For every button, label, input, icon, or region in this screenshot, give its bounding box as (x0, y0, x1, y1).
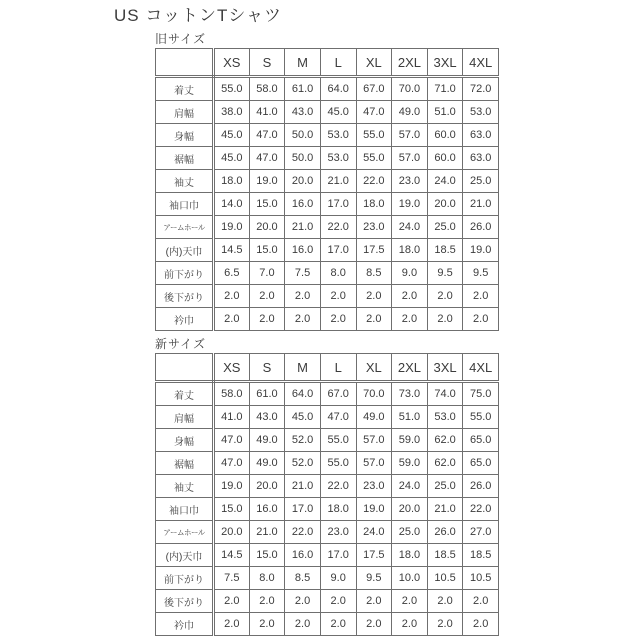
measurement-value-cell: 17.0 (320, 239, 356, 262)
new-size-section (155, 337, 499, 636)
measurement-value-cell: 22.0 (463, 498, 499, 521)
measurement-value-cell: 2.0 (463, 613, 499, 636)
measurement-value-cell: 10.5 (427, 567, 463, 590)
measurement-value-cell: 9.0 (320, 567, 356, 590)
measurement-value-cell: 19.0 (214, 216, 250, 239)
measurement-value-cell: 2.0 (320, 590, 356, 613)
measurement-value-cell: 49.0 (392, 101, 428, 124)
measurement-value-cell: 23.0 (320, 521, 356, 544)
measurement-label: アームホール (156, 521, 214, 544)
new-size-label: 新サイズ (155, 337, 207, 351)
measurement-value-cell: 21.0 (427, 498, 463, 521)
measurement-label: 後下がり (156, 590, 214, 613)
measurement-value-cell: 2.0 (320, 308, 356, 331)
size-chart-page (0, 5, 640, 636)
size-column-header: 4XL (463, 354, 499, 382)
measurement-value-cell: 2.0 (285, 308, 321, 331)
measurement-value-cell: 25.0 (392, 521, 428, 544)
measurement-value-cell: 59.0 (392, 429, 428, 452)
measurement-value-cell: 63.0 (463, 147, 499, 170)
measurement-value-cell: 21.0 (320, 170, 356, 193)
table-row (156, 216, 499, 239)
header-row (156, 354, 499, 382)
measurement-value-cell: 2.0 (463, 590, 499, 613)
measurement-value-cell: 61.0 (249, 382, 285, 406)
measurement-value-cell: 20.0 (285, 170, 321, 193)
measurement-value-cell: 60.0 (427, 147, 463, 170)
measurement-value-cell: 2.0 (463, 285, 499, 308)
measurement-value-cell: 15.0 (249, 239, 285, 262)
measurement-value-cell: 2.0 (356, 613, 392, 636)
measurement-value-cell: 58.0 (214, 382, 250, 406)
measurement-label: (内)天巾 (156, 544, 214, 567)
measurement-value-cell: 18.0 (392, 239, 428, 262)
measurement-value-cell: 18.0 (356, 193, 392, 216)
measurement-value-cell: 9.5 (427, 262, 463, 285)
table-row (156, 262, 499, 285)
measurement-value-cell: 55.0 (320, 429, 356, 452)
table-row (156, 429, 499, 452)
measurement-value-cell: 2.0 (214, 613, 250, 636)
measurement-value-cell: 2.0 (427, 285, 463, 308)
measurement-label: 衿巾 (156, 308, 214, 331)
measurement-label: 衿巾 (156, 613, 214, 636)
measurement-value-cell: 2.0 (249, 308, 285, 331)
measurement-value-cell: 18.0 (392, 544, 428, 567)
measurement-value-cell: 17.5 (356, 239, 392, 262)
measurement-label: 肩幅 (156, 406, 214, 429)
measurement-value-cell: 6.5 (214, 262, 250, 285)
measurement-value-cell: 72.0 (463, 77, 499, 101)
table-row (156, 77, 499, 101)
measurement-value-cell: 22.0 (356, 170, 392, 193)
measurement-value-cell: 2.0 (249, 285, 285, 308)
measurement-label: 後下がり (156, 285, 214, 308)
measurement-value-cell: 24.0 (356, 521, 392, 544)
measurement-value-cell: 45.0 (285, 406, 321, 429)
measurement-value-cell: 73.0 (392, 382, 428, 406)
measurement-value-cell: 2.0 (427, 613, 463, 636)
measurement-value-cell: 24.0 (392, 216, 428, 239)
measurement-value-cell: 47.0 (214, 429, 250, 452)
measurement-value-cell: 16.0 (285, 239, 321, 262)
measurement-value-cell: 23.0 (356, 475, 392, 498)
measurement-value-cell: 19.0 (214, 475, 250, 498)
old-size-table (155, 48, 499, 331)
measurement-value-cell: 16.0 (249, 498, 285, 521)
measurement-value-cell: 7.5 (285, 262, 321, 285)
size-column-header: 4XL (463, 49, 499, 77)
old-size-section (155, 32, 499, 331)
measurement-value-cell: 55.0 (356, 147, 392, 170)
table-row (156, 147, 499, 170)
measurement-value-cell: 61.0 (285, 77, 321, 101)
measurement-value-cell: 52.0 (285, 429, 321, 452)
header-row (156, 49, 499, 77)
measurement-value-cell: 9.5 (463, 262, 499, 285)
table-row (156, 193, 499, 216)
measurement-value-cell: 2.0 (356, 590, 392, 613)
size-column-header: XS (214, 354, 250, 382)
measurement-value-cell: 43.0 (285, 101, 321, 124)
measurement-value-cell: 20.0 (249, 216, 285, 239)
measurement-value-cell: 2.0 (392, 285, 428, 308)
measurement-label: 着丈 (156, 77, 214, 101)
measurement-value-cell: 41.0 (214, 406, 250, 429)
table-row (156, 475, 499, 498)
size-column-header: 3XL (427, 49, 463, 77)
measurement-value-cell: 47.0 (249, 147, 285, 170)
size-column-header: 2XL (392, 354, 428, 382)
measurement-value-cell: 19.0 (356, 498, 392, 521)
measurement-value-cell: 75.0 (463, 382, 499, 406)
measurement-value-cell: 17.0 (320, 544, 356, 567)
measurement-value-cell: 49.0 (249, 429, 285, 452)
measurement-value-cell: 16.0 (285, 193, 321, 216)
table-row (156, 544, 499, 567)
size-column-header: 3XL (427, 354, 463, 382)
measurement-value-cell: 70.0 (356, 382, 392, 406)
measurement-value-cell: 9.5 (356, 567, 392, 590)
measurement-value-cell: 2.0 (214, 308, 250, 331)
measurement-value-cell: 8.5 (285, 567, 321, 590)
measurement-value-cell: 14.0 (214, 193, 250, 216)
measurement-value-cell: 51.0 (392, 406, 428, 429)
new-size-table-body (156, 382, 499, 636)
measurement-value-cell: 23.0 (392, 170, 428, 193)
measurement-value-cell: 20.0 (249, 475, 285, 498)
measurement-value-cell: 45.0 (214, 147, 250, 170)
measurement-value-cell: 55.0 (214, 77, 250, 101)
measurement-value-cell: 67.0 (356, 77, 392, 101)
measurement-value-cell: 47.0 (356, 101, 392, 124)
measurement-value-cell: 8.5 (356, 262, 392, 285)
measurement-value-cell: 55.0 (320, 452, 356, 475)
measurement-label: 袖口巾 (156, 498, 214, 521)
measurement-value-cell: 2.0 (392, 308, 428, 331)
old-size-table-head (156, 49, 499, 77)
measurement-value-cell: 2.0 (427, 590, 463, 613)
measurement-label: 肩幅 (156, 101, 214, 124)
measurement-value-cell: 2.0 (285, 590, 321, 613)
table-row (156, 452, 499, 475)
measurement-value-cell: 45.0 (320, 101, 356, 124)
measurement-value-cell: 60.0 (427, 124, 463, 147)
measurement-value-cell: 53.0 (320, 124, 356, 147)
measurement-value-cell: 62.0 (427, 429, 463, 452)
measurement-value-cell: 47.0 (214, 452, 250, 475)
measurement-value-cell: 47.0 (249, 124, 285, 147)
measurement-label: 袖丈 (156, 475, 214, 498)
measurement-label: 前下がり (156, 567, 214, 590)
measurement-value-cell: 23.0 (356, 216, 392, 239)
measurement-value-cell: 57.0 (356, 452, 392, 475)
measurement-value-cell: 57.0 (392, 147, 428, 170)
measurement-value-cell: 17.0 (285, 498, 321, 521)
measurement-value-cell: 2.0 (463, 308, 499, 331)
measurement-label: 身幅 (156, 124, 214, 147)
corner-cell (156, 49, 214, 77)
measurement-value-cell: 43.0 (249, 406, 285, 429)
measurement-value-cell: 27.0 (463, 521, 499, 544)
size-column-header: M (285, 49, 321, 77)
table-row (156, 498, 499, 521)
measurement-value-cell: 15.0 (214, 498, 250, 521)
measurement-value-cell: 49.0 (249, 452, 285, 475)
table-row (156, 285, 499, 308)
measurement-value-cell: 7.0 (249, 262, 285, 285)
corner-cell (156, 354, 214, 382)
measurement-value-cell: 64.0 (285, 382, 321, 406)
size-column-header: XS (214, 49, 250, 77)
table-row (156, 406, 499, 429)
measurement-value-cell: 26.0 (463, 475, 499, 498)
table-row (156, 567, 499, 590)
table-row (156, 613, 499, 636)
size-column-header: L (320, 354, 356, 382)
measurement-value-cell: 24.0 (427, 170, 463, 193)
size-column-header: L (320, 49, 356, 77)
measurement-value-cell: 64.0 (320, 77, 356, 101)
measurement-value-cell: 21.0 (285, 216, 321, 239)
measurement-value-cell: 53.0 (320, 147, 356, 170)
measurement-label: 着丈 (156, 382, 214, 406)
measurement-value-cell: 21.0 (463, 193, 499, 216)
measurement-value-cell: 8.0 (249, 567, 285, 590)
measurement-value-cell: 19.0 (249, 170, 285, 193)
measurement-value-cell: 18.5 (463, 544, 499, 567)
measurement-value-cell: 19.0 (463, 239, 499, 262)
measurement-value-cell: 63.0 (463, 124, 499, 147)
measurement-value-cell: 21.0 (285, 475, 321, 498)
measurement-label: 裾幅 (156, 147, 214, 170)
measurement-value-cell: 14.5 (214, 544, 250, 567)
measurement-value-cell: 52.0 (285, 452, 321, 475)
measurement-value-cell: 59.0 (392, 452, 428, 475)
measurement-value-cell: 57.0 (356, 429, 392, 452)
size-column-header: 2XL (392, 49, 428, 77)
measurement-value-cell: 9.0 (392, 262, 428, 285)
measurement-value-cell: 22.0 (320, 216, 356, 239)
measurement-value-cell: 10.5 (463, 567, 499, 590)
measurement-value-cell: 2.0 (320, 285, 356, 308)
measurement-value-cell: 21.0 (249, 521, 285, 544)
measurement-value-cell: 14.5 (214, 239, 250, 262)
size-column-header: S (249, 49, 285, 77)
measurement-label: 身幅 (156, 429, 214, 452)
measurement-value-cell: 22.0 (320, 475, 356, 498)
old-size-table-body (156, 77, 499, 331)
measurement-value-cell: 2.0 (214, 285, 250, 308)
table-row (156, 521, 499, 544)
size-column-header: XL (356, 49, 392, 77)
measurement-value-cell: 7.5 (214, 567, 250, 590)
measurement-value-cell: 2.0 (285, 613, 321, 636)
measurement-value-cell: 18.5 (427, 239, 463, 262)
size-column-header: S (249, 354, 285, 382)
table-row (156, 382, 499, 406)
old-size-label: 旧サイズ (155, 32, 207, 46)
measurement-value-cell: 57.0 (392, 124, 428, 147)
measurement-value-cell: 49.0 (356, 406, 392, 429)
measurement-value-cell: 2.0 (249, 590, 285, 613)
measurement-value-cell: 2.0 (320, 613, 356, 636)
measurement-value-cell: 17.5 (356, 544, 392, 567)
measurement-value-cell: 16.0 (285, 544, 321, 567)
measurement-value-cell: 38.0 (214, 101, 250, 124)
measurement-value-cell: 26.0 (427, 521, 463, 544)
measurement-label: 袖丈 (156, 170, 214, 193)
measurement-value-cell: 62.0 (427, 452, 463, 475)
measurement-value-cell: 50.0 (285, 147, 321, 170)
table-row (156, 101, 499, 124)
measurement-value-cell: 18.0 (320, 498, 356, 521)
size-column-header: M (285, 354, 321, 382)
table-row (156, 124, 499, 147)
measurement-value-cell: 24.0 (392, 475, 428, 498)
measurement-value-cell: 17.0 (320, 193, 356, 216)
measurement-value-cell: 41.0 (249, 101, 285, 124)
measurement-value-cell: 53.0 (463, 101, 499, 124)
measurement-value-cell: 15.0 (249, 544, 285, 567)
measurement-value-cell: 2.0 (249, 613, 285, 636)
measurement-value-cell: 65.0 (463, 452, 499, 475)
page-title: US コットンTシャツ (114, 6, 283, 25)
measurement-value-cell: 51.0 (427, 101, 463, 124)
measurement-value-cell: 19.0 (392, 193, 428, 216)
measurement-label: アームホール (156, 216, 214, 239)
measurement-value-cell: 2.0 (356, 308, 392, 331)
measurement-value-cell: 26.0 (463, 216, 499, 239)
measurement-value-cell: 10.0 (392, 567, 428, 590)
measurement-label: (内)天巾 (156, 239, 214, 262)
table-row (156, 170, 499, 193)
table-row (156, 590, 499, 613)
measurement-value-cell: 2.0 (356, 285, 392, 308)
measurement-value-cell: 20.0 (392, 498, 428, 521)
measurement-value-cell: 55.0 (356, 124, 392, 147)
measurement-value-cell: 18.0 (214, 170, 250, 193)
measurement-value-cell: 15.0 (249, 193, 285, 216)
measurement-value-cell: 22.0 (285, 521, 321, 544)
table-row (156, 239, 499, 262)
measurement-value-cell: 8.0 (320, 262, 356, 285)
measurement-label: 前下がり (156, 262, 214, 285)
measurement-label: 裾幅 (156, 452, 214, 475)
measurement-value-cell: 2.0 (214, 590, 250, 613)
measurement-value-cell: 20.0 (427, 193, 463, 216)
measurement-value-cell: 45.0 (214, 124, 250, 147)
measurement-value-cell: 25.0 (463, 170, 499, 193)
size-column-header: XL (356, 354, 392, 382)
new-size-table-head (156, 354, 499, 382)
table-row (156, 308, 499, 331)
measurement-value-cell: 2.0 (392, 590, 428, 613)
measurement-value-cell: 18.5 (427, 544, 463, 567)
measurement-value-cell: 2.0 (285, 285, 321, 308)
measurement-value-cell: 25.0 (427, 216, 463, 239)
new-size-table (155, 353, 499, 636)
measurement-label: 袖口巾 (156, 193, 214, 216)
measurement-value-cell: 58.0 (249, 77, 285, 101)
measurement-value-cell: 74.0 (427, 382, 463, 406)
measurement-value-cell: 70.0 (392, 77, 428, 101)
measurement-value-cell: 67.0 (320, 382, 356, 406)
measurement-value-cell: 47.0 (320, 406, 356, 429)
measurement-value-cell: 65.0 (463, 429, 499, 452)
measurement-value-cell: 50.0 (285, 124, 321, 147)
measurement-value-cell: 25.0 (427, 475, 463, 498)
measurement-value-cell: 53.0 (427, 406, 463, 429)
measurement-value-cell: 2.0 (427, 308, 463, 331)
measurement-value-cell: 71.0 (427, 77, 463, 101)
measurement-value-cell: 55.0 (463, 406, 499, 429)
measurement-value-cell: 2.0 (392, 613, 428, 636)
measurement-value-cell: 20.0 (214, 521, 250, 544)
